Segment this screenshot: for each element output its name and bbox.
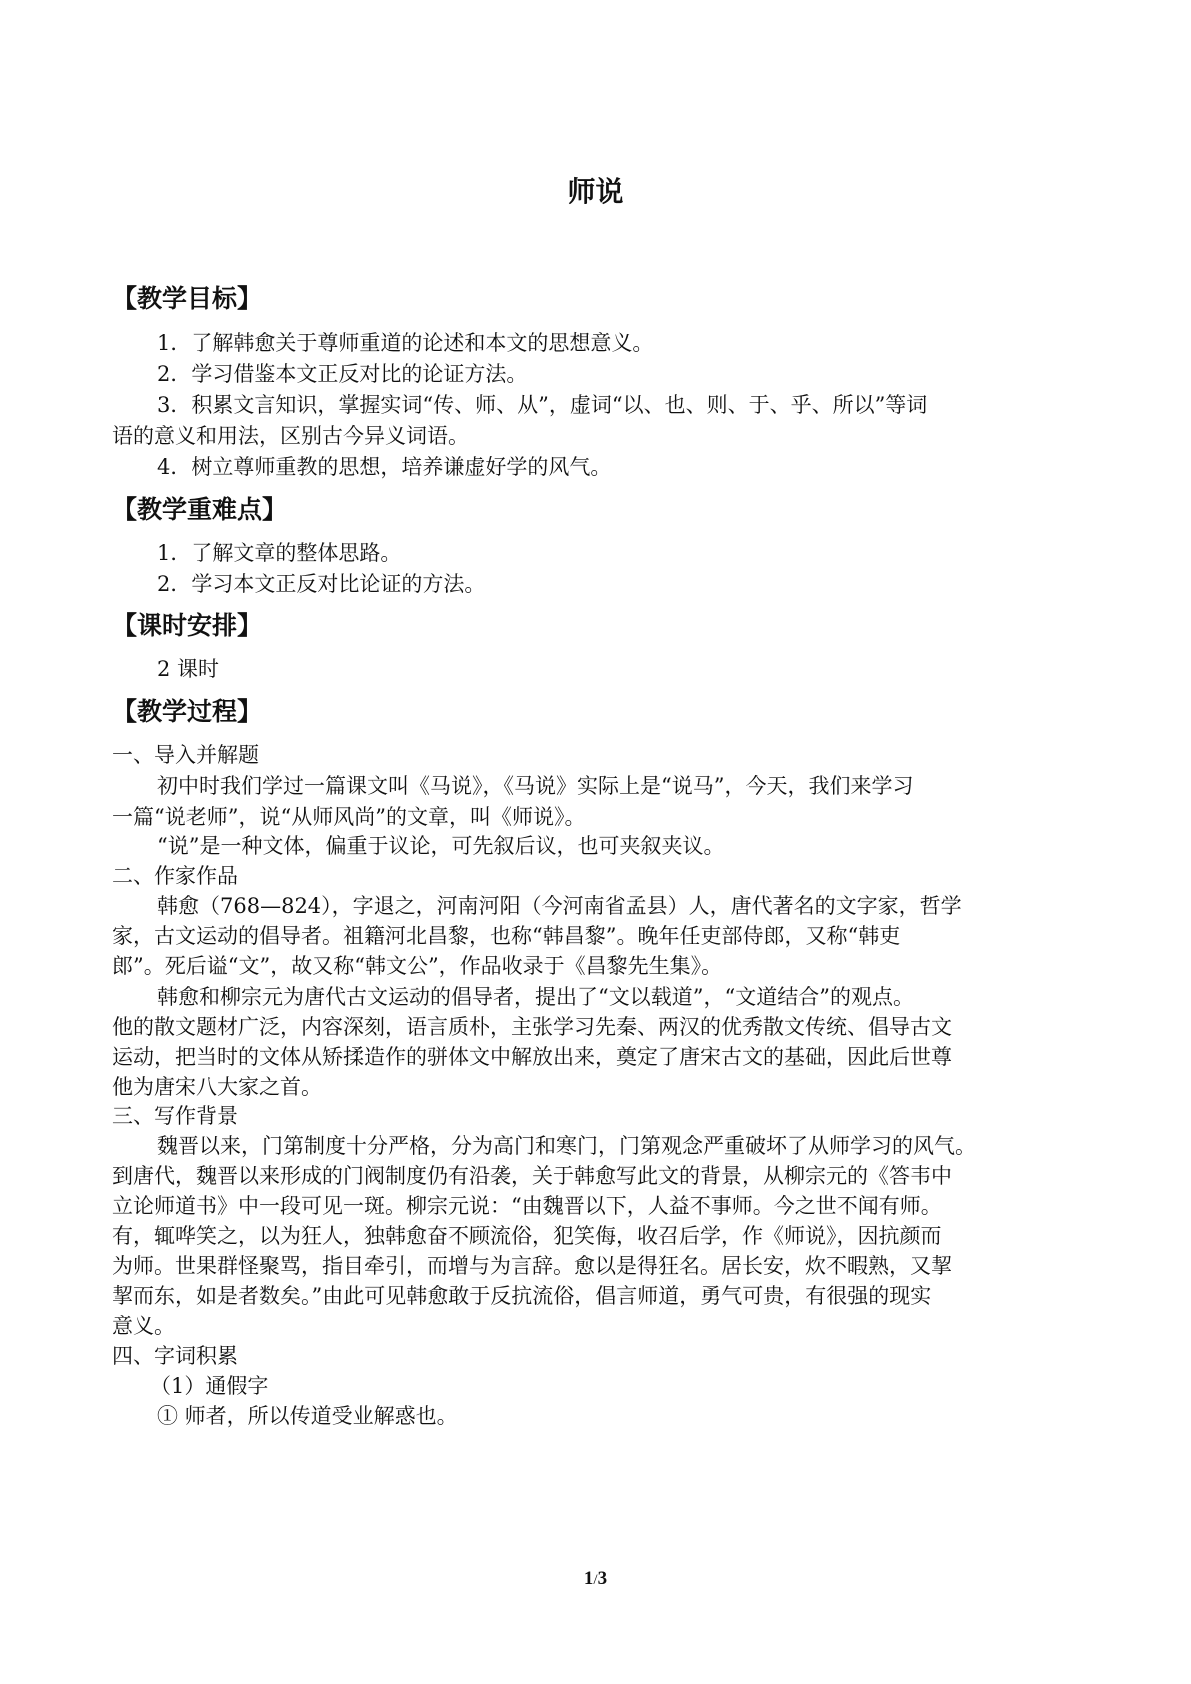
section-heading-schedule: 【课时安排】 [112, 611, 263, 640]
process-paragraph-line: 韩愈和柳宗元为唐代古文运动的倡导者，提出了“文以载道”，“文道结合”的观点。 [157, 985, 914, 1009]
objective-line: 3．积累文言知识，掌握实词“传、师、从”，虚词“以、也、则、于、乎、所以”等词 [157, 393, 928, 417]
page-number [0, 1568, 1191, 1590]
page-total: 3 [597, 1568, 608, 1589]
section-heading-key-points: 【教学重难点】 [112, 495, 288, 524]
process-subheading: 一、导入并解题 [112, 743, 259, 767]
process-paragraph-line: 立论师道书》中一段可见一斑。柳宗元说：“由魏晋以下，人益不事师。今之世不闻有师。 [112, 1194, 942, 1218]
process-paragraph-line: 意义。 [112, 1314, 175, 1338]
process-paragraph-line: 韩愈（768—824），字退之，河南河阳（今河南省孟县）人，唐代著名的文字家，哲学 [157, 894, 962, 918]
section-heading-objectives: 【教学目标】 [112, 284, 263, 313]
key-point-line: 2．学习本文正反对比论证的方法。 [157, 572, 486, 596]
process-subheading: 二、作家作品 [112, 864, 238, 888]
document-title: 师说 [567, 175, 624, 208]
process-paragraph-line: 为师。世果群怪聚骂，指目牵引，而增与为言辞。愈以是得狂名。居长安，炊不暇熟，又挈 [112, 1254, 952, 1278]
page-current: 1 [583, 1568, 594, 1589]
process-paragraph-line: 他为唐宋八大家之首。 [112, 1075, 322, 1099]
process-paragraph-line: 他的散文题材广泛，内容深刻，语言质朴，主张学习先秦、两汉的优秀散文传统、倡导古文 [112, 1015, 952, 1039]
objective-line: 4．树立尊师重教的思想，培养谦虚好学的风气。 [157, 455, 612, 479]
process-paragraph-line: 一篇“说老师”，说“从师风尚”的文章，叫《师说》。 [112, 805, 586, 829]
process-paragraph-line: 魏晋以来，门第制度十分严格，分为高门和寒门，门第观念严重破坏了从师学习的风气。 [157, 1134, 976, 1158]
objective-line: 2．学习借鉴本文正反对比的论证方法。 [157, 362, 528, 386]
page-separator: / [593, 1572, 598, 1588]
process-paragraph-line: “说”是一种文体，偏重于议论，可先叙后议，也可夹叙夹议。 [157, 834, 725, 858]
process-subheading: （1）通假字 [150, 1374, 269, 1398]
process-paragraph-line: 挈而东，如是者数矣。”由此可见韩愈敢于反抗流俗，倡言师道，勇气可贵，有很强的现实 [112, 1284, 932, 1308]
process-paragraph-line: ① 师者，所以传道受业解惑也。 [157, 1404, 458, 1428]
process-paragraph-line: 有，辄哗笑之，以为狂人，独韩愈奋不顾流俗，犯笑侮，收召后学，作《师说》，因抗颜而 [112, 1224, 942, 1248]
process-paragraph-line: 家，古文运动的倡导者。祖籍河北昌黎，也称“韩昌黎”。晚年任吏部侍郎，又称“韩吏 [112, 924, 901, 948]
objective-line: 1．了解韩愈关于尊师重道的论述和本文的思想意义。 [157, 331, 654, 355]
process-subheading: 三、写作背景 [112, 1104, 238, 1128]
process-paragraph-line: 初中时我们学过一篇课文叫《马说》，《马说》实际上是“说马”，今天，我们来学习 [157, 774, 914, 798]
section-heading-process: 【教学过程】 [112, 697, 263, 726]
process-paragraph-line: 郎”。死后谥“文”，故又称“韩文公”，作品收录于《昌黎先生集》。 [112, 954, 723, 978]
key-point-line: 1．了解文章的整体思路。 [157, 541, 402, 565]
schedule-line: 2 课时 [157, 657, 220, 681]
process-subheading: 四、字词积累 [112, 1344, 238, 1368]
objective-line: 语的意义和用法，区别古今异义词语。 [112, 424, 469, 448]
process-paragraph-line: 到唐代，魏晋以来形成的门阀制度仍有沿袭，关于韩愈写此文的背景，从柳宗元的《答韦中 [112, 1164, 952, 1188]
process-paragraph-line: 运动，把当时的文体从矫揉造作的骈体文中解放出来，奠定了唐宋古文的基础，因此后世尊 [112, 1045, 952, 1069]
